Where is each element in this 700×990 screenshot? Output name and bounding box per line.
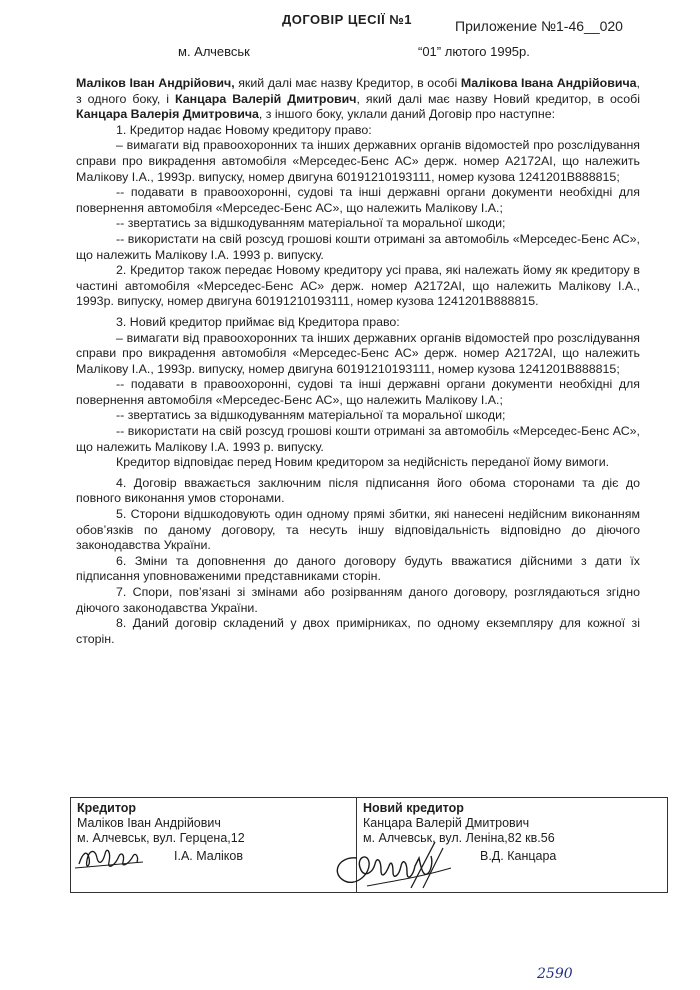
clause-1-item-d: -- використати на свій розсуд грошові кошти отримані за автомобіль «Мерседес-Бенс АС», що належить Малікову І.А. 1993 р. випуску. <box>76 231 640 262</box>
new-creditor-name: Канцара Валерій Дмитрович <box>175 91 357 106</box>
new-creditor-signature-icon <box>327 828 457 894</box>
creditor-signature-block <box>71 798 357 892</box>
clause-1-item-b: -- подавати в правоохоронні, судові та інші державні органи документи необхідні для повернення автомобіля «Мерседес-Бенс АС», що належить Малікову І.А.; <box>76 185 640 215</box>
new-creditor-role: Новий кредитор <box>363 801 464 815</box>
clause-1-item-c: -- звертатись за відшкодуванням матеріальної та моральної шкоди; <box>116 216 506 231</box>
creditor-person: Малікова Івана Андрійовича <box>460 76 637 90</box>
intro-text-4: , з іншого боку, уклали даний Договір про наступне: <box>258 107 556 122</box>
contract-title: ДОГОВІР ЦЕСІЇ №1 <box>281 12 413 27</box>
creditor-signed-name: І.А. Маліков <box>174 849 244 863</box>
clause-3-item-c: -- звертатись за відшкодуванням матеріальної та моральної шкоди; <box>116 408 506 423</box>
clause-3-item-d: -- використати на свій розсуд грошові кошти отримані за автомобіль «Мерседес-Бенс АС», що належить Малікову І.А. 1993 р. випуску. <box>76 424 640 454</box>
clause-1-item-a: – вимагати від правоохоронних та інших державних органів відомостей про розслідування справи про викрадення автомобіля «Мерседес-Бенс АС» держ. номер А2172АІ, що належить Малікову І.А., 1993р. випуску, номер двигуна 60191210193111, номер кузова 1241201В888815; <box>76 138 640 184</box>
intro-paragraph <box>76 76 640 123</box>
contract-body <box>76 76 640 647</box>
clause-1-heading: 1. Кредитор надає Новому кредитору право: <box>116 122 372 137</box>
creditor-address: м. Алчевськ, вул. Герцена,12 <box>77 831 245 845</box>
new-creditor-signature-block <box>357 798 665 892</box>
new-creditor-signed-name: В.Д. Канцара <box>480 849 557 863</box>
clause-3-heading: 3. Новий кредитор приймає від Кредитора право: <box>116 314 400 329</box>
clause-8: 8. Даний договір складений у двох примірниках, по одному екземпляру для кожної зі сторін. <box>76 616 640 646</box>
contract-place: м. Алчевськ <box>178 44 250 59</box>
clause-3-item-b: -- подавати в правоохоронні, судові та інші державні органи документи необхідні для повернення автомобіля «Мерседес-Бенс АС», що належить Малікову І.А.; <box>76 377 640 407</box>
clause-3-tail: Кредитор відповідає перед Новим кредитором за недійсність переданої йому вимоги. <box>116 455 610 470</box>
creditor-role: Кредитор <box>77 801 137 815</box>
contract-date: “01” лютого 1995р. <box>418 44 530 59</box>
intro-text-1: який далі має назву Кредитор, в особі <box>234 76 461 90</box>
signature-table <box>70 797 668 893</box>
intro-text-2: , з одного боку, і <box>76 76 640 106</box>
creditor-name: Маліков Іван Андрійович, <box>76 76 235 90</box>
creditor-signature-icon <box>73 842 153 876</box>
clause-5: 5. Сторони відшкодовують один одному прямі збитки, які нанесені недійсним виконанням обов’язків по даному договору, та несуть іншу відповідальність відповідно до діючого законодавства України. <box>76 507 640 553</box>
clause-2: 2. Кредитор також передає Новому кредитору усі права, які належать йому як кредитору в частині автомобіля «Мерседес-Бенс АС» держ. номер А2172АІ, що належить Малікову І.А., 1993р. випуску, номер двигуна 60191210193111, номер кузова 1241201В888815. <box>76 263 640 309</box>
new-creditor-person: Канцара Валерія Дмитровича <box>76 107 259 122</box>
new-creditor-address: м. Алчевськ, вул. Леніна,82 кв.56 <box>363 831 555 845</box>
handwritten-note-icon <box>535 962 615 984</box>
intro-text-3: , який далі має назву Новий кредитор, в особі <box>356 91 641 106</box>
new-creditor-full-name: Канцара Валерій Дмитрович <box>363 816 530 830</box>
handwritten-note-text: 2590 <box>537 966 573 982</box>
creditor-full-name: Маліков Іван Андрійович <box>77 816 221 830</box>
clause-4: 4. Договір вважається заключним після підписання його обома сторонами та діє до повного виконання умов сторонами. <box>76 475 640 506</box>
clause-7: 7. Спори, пов’язані зі змінами або розірванням даного договору, розглядаються згідно діючого законодавства України. <box>76 585 640 615</box>
clause-6: 6. Зміни та доповнення до даного договору будуть вважатися дійсними з дати їх підписання уповноваженими представниками сторін. <box>76 553 640 584</box>
clause-3-item-a: – вимагати від правоохоронних та інших державних органів відомостей про розслідування справи про викрадення автомобіля «Мерседес-Бенс АС» держ. номер А2172АІ, що належить Малікову І.А., 1993р. випуску, номер двигуна 60191210193111, номер кузова 1241201В888815; <box>76 330 640 376</box>
annex-number: Приложение №1-46__020 <box>455 18 623 34</box>
